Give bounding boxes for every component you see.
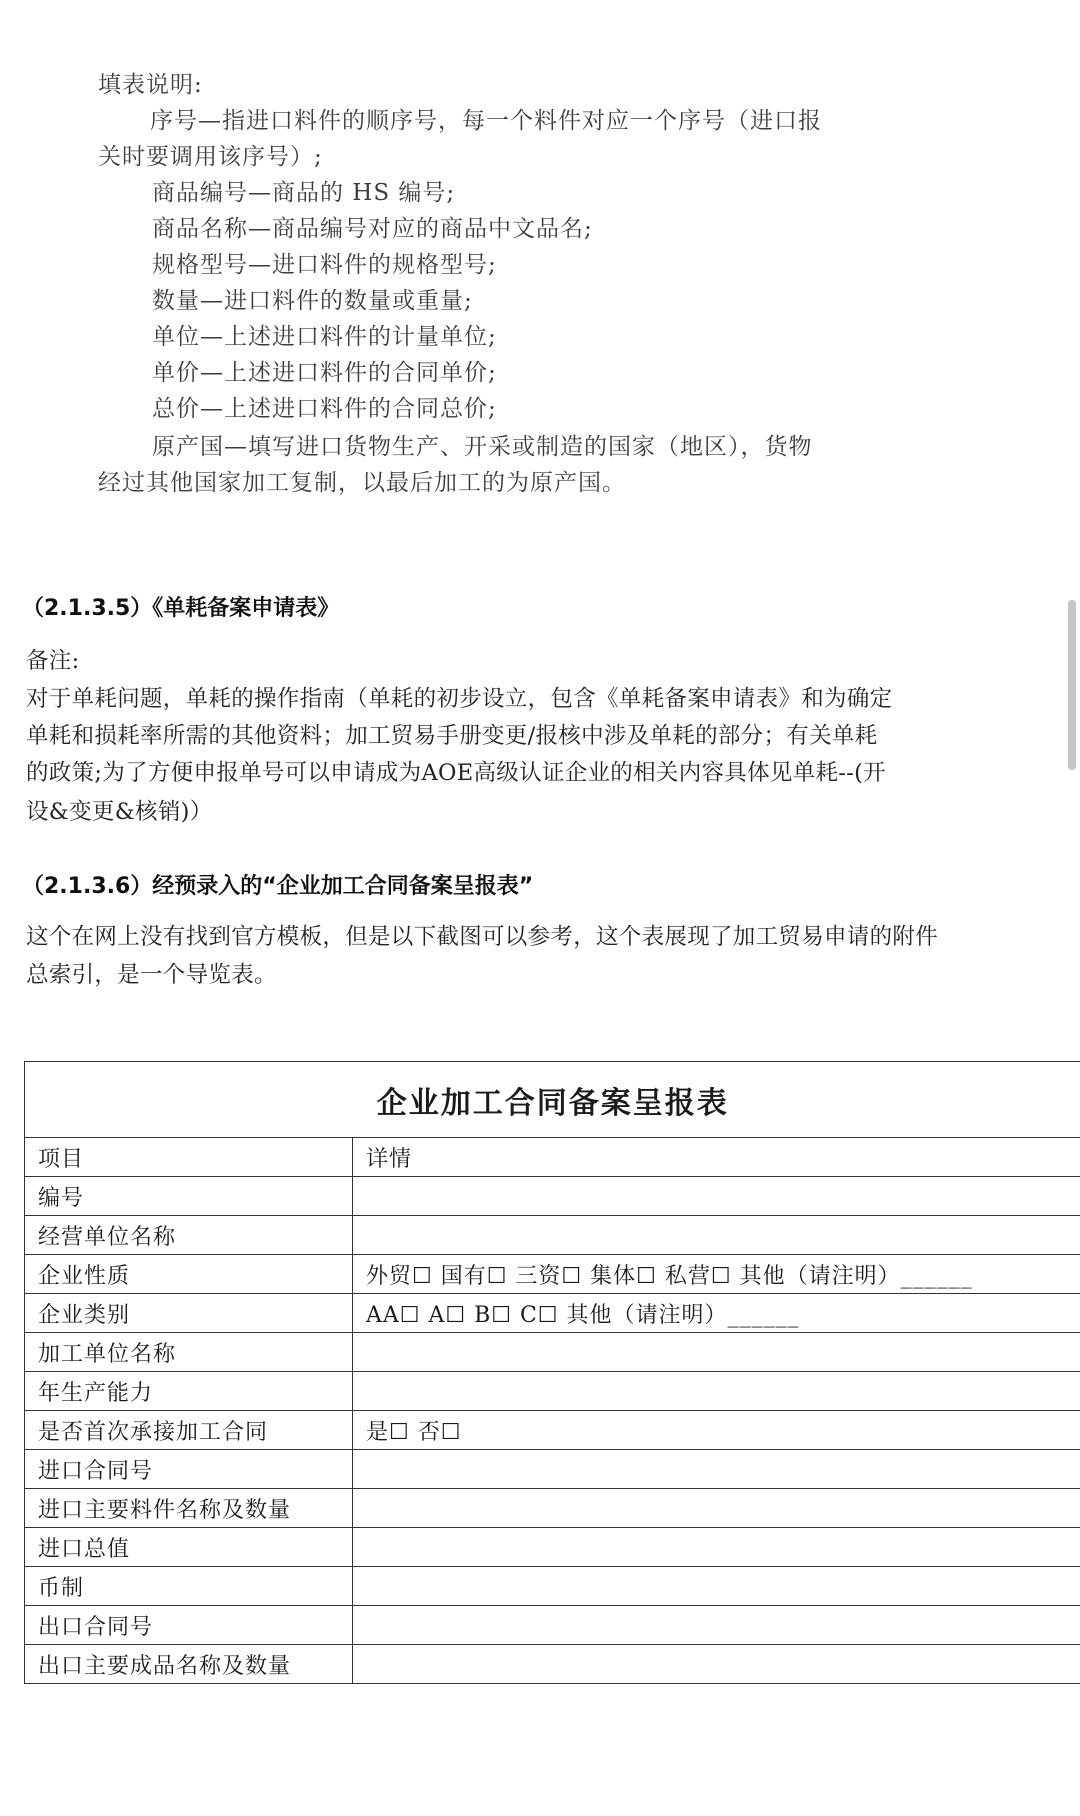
row-value[interactable]: 是☐ 否☐ xyxy=(353,1411,1080,1450)
row-label: 项目 xyxy=(25,1138,353,1177)
note-line: 的政策;为了方便申报单号可以申请成为AOE高级认证企业的相关内容具体见单耗--(开 xyxy=(26,760,886,786)
note-line: 设&变更&核销)） xyxy=(26,799,213,825)
instruction-line: 原产国—填写进口货物生产、开采或制造的国家（地区），货物 xyxy=(152,434,813,460)
table-row xyxy=(25,1645,1080,1684)
instructions-title: 填表说明: xyxy=(98,72,203,98)
instruction-line: 序号—指进口料件的顺序号，每一个料件对应一个序号（进口报 xyxy=(150,108,822,134)
table-row xyxy=(25,1489,1080,1528)
row-value[interactable] xyxy=(353,1645,1080,1684)
table-row xyxy=(25,1294,1080,1333)
row-value: 详情 xyxy=(353,1138,1080,1177)
instruction-line: 商品编号—商品的 HS 编号; xyxy=(152,180,456,206)
row-value[interactable] xyxy=(353,1450,1080,1489)
instruction-line: 总价—上述进口料件的合同总价; xyxy=(152,396,497,422)
row-value[interactable] xyxy=(353,1216,1080,1255)
form-title-row xyxy=(25,1062,1080,1138)
vertical-scrollbar[interactable] xyxy=(1068,600,1076,770)
row-label: 出口合同号 xyxy=(25,1606,353,1645)
row-value[interactable]: AA☐ A☐ B☐ C☐ 其他（请注明）______ xyxy=(353,1294,1080,1333)
instruction-line: 单位—上述进口料件的计量单位; xyxy=(152,324,497,350)
note-line: 对于单耗问题，单耗的操作指南（单耗的初步设立，包含《单耗备案申请表》和为确定 xyxy=(26,686,893,712)
section-heading-2-1-3-6: （2.1.3.6）经预录入的“企业加工合同备案呈报表” xyxy=(22,874,534,899)
row-label: 是否首次承接加工合同 xyxy=(25,1411,353,1450)
note-label: 备注: xyxy=(26,648,80,674)
table-row xyxy=(25,1333,1080,1372)
table-row xyxy=(25,1411,1080,1450)
table-row xyxy=(25,1255,1080,1294)
table-row xyxy=(25,1450,1080,1489)
instruction-line: 关时要调用该序号）; xyxy=(98,144,323,170)
table-row xyxy=(25,1216,1080,1255)
row-label: 出口主要成品名称及数量 xyxy=(25,1645,353,1684)
body-line: 总索引，是一个导览表。 xyxy=(26,962,277,988)
row-value[interactable] xyxy=(353,1606,1080,1645)
row-label: 企业性质 xyxy=(25,1255,353,1294)
contract-record-form xyxy=(24,1061,1080,1684)
note-line: 单耗和损耗率所需的其他资料；加工贸易手册变更/报核中涉及单耗的部分；有关单耗 xyxy=(26,723,878,749)
row-value[interactable]: 外贸☐ 国有☐ 三资☐ 集体☐ 私营☐ 其他（请注明）______ xyxy=(353,1255,1080,1294)
instruction-line: 规格型号—进口料件的规格型号; xyxy=(152,252,497,278)
row-value[interactable] xyxy=(353,1333,1080,1372)
table-row xyxy=(25,1138,1080,1177)
row-value[interactable] xyxy=(353,1372,1080,1411)
table-row xyxy=(25,1528,1080,1567)
row-label: 加工单位名称 xyxy=(25,1333,353,1372)
instruction-line: 经过其他国家加工复制，以最后加工的为原产国。 xyxy=(98,470,626,496)
instruction-line: 单价—上述进口料件的合同单价; xyxy=(152,360,497,386)
section-heading-2-1-3-5: （2.1.3.5）《单耗备案申请表》 xyxy=(22,596,340,621)
instruction-line: 数量—进口料件的数量或重量; xyxy=(152,288,473,314)
row-label: 编号 xyxy=(25,1177,353,1216)
row-label: 币制 xyxy=(25,1567,353,1606)
table-row xyxy=(25,1177,1080,1216)
row-label: 进口主要料件名称及数量 xyxy=(25,1489,353,1528)
row-label: 经营单位名称 xyxy=(25,1216,353,1255)
table-row xyxy=(25,1606,1080,1645)
row-value[interactable] xyxy=(353,1567,1080,1606)
row-label: 企业类别 xyxy=(25,1294,353,1333)
row-label: 年生产能力 xyxy=(25,1372,353,1411)
form-title: 企业加工合同备案呈报表 xyxy=(25,1062,1080,1138)
row-value[interactable] xyxy=(353,1177,1080,1216)
table-row xyxy=(25,1372,1080,1411)
row-label: 进口合同号 xyxy=(25,1450,353,1489)
instruction-line: 商品名称—商品编号对应的商品中文品名; xyxy=(152,216,593,242)
row-value[interactable] xyxy=(353,1489,1080,1528)
table-row xyxy=(25,1567,1080,1606)
row-value[interactable] xyxy=(353,1528,1080,1567)
body-line: 这个在网上没有找到官方模板，但是以下截图可以参考，这个表展现了加工贸易申请的附件 xyxy=(26,924,939,950)
row-label: 进口总值 xyxy=(25,1528,353,1567)
